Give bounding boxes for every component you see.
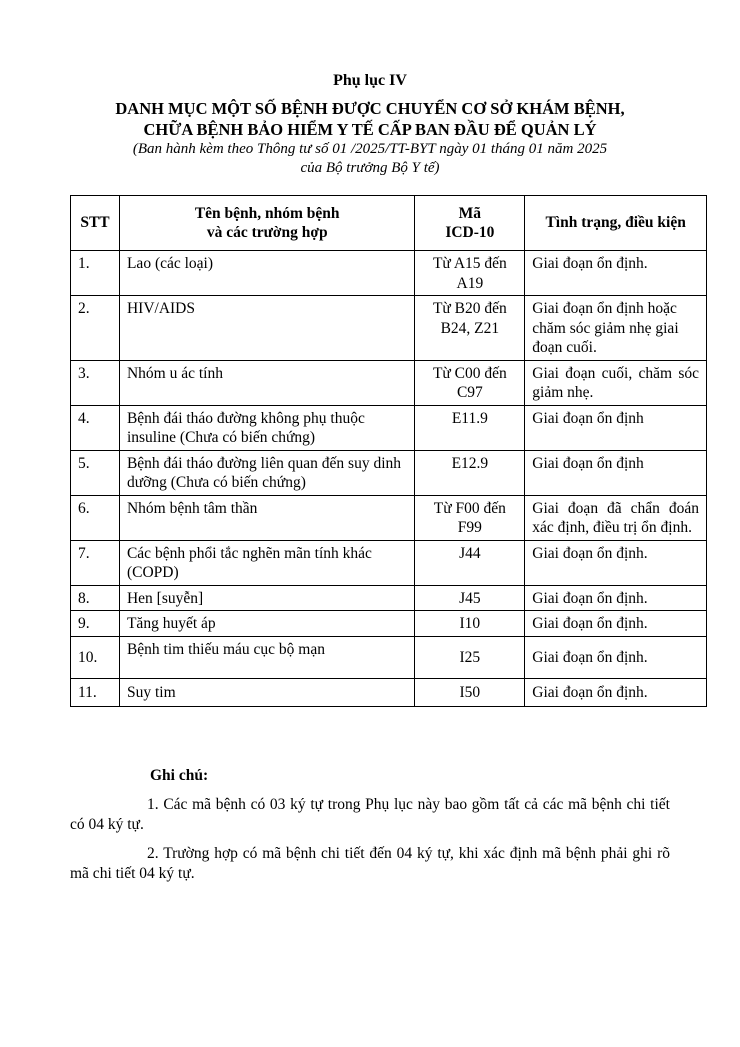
row-disease-name: Lao (các loại): [119, 251, 414, 296]
table-row: [71, 450, 707, 495]
row-icd-code: Từ A15 đến A19: [415, 251, 525, 296]
header-condition: Tình trạng, điều kiện: [525, 196, 707, 251]
title-line-1: DANH MỤC MỘT SỐ BỆNH ĐƯỢC CHUYỂN CƠ SỞ KHÁM BỆNH,: [115, 99, 625, 118]
table-header-row: [71, 196, 707, 251]
table-row: [71, 360, 707, 405]
row-icd-code: E12.9: [415, 450, 525, 495]
header-disease-name-line-1: Tên bệnh, nhóm bệnh: [194, 204, 340, 222]
header-icd-code: [415, 196, 525, 251]
table-row: [71, 495, 707, 540]
row-icd-code: I10: [415, 611, 525, 637]
row-icd-code: Từ F00 đến F99: [415, 495, 525, 540]
row-stt: 9.: [71, 611, 120, 637]
row-icd-code: I25: [415, 636, 525, 678]
table-row: [71, 405, 707, 450]
row-stt: 1.: [71, 251, 120, 296]
note-item: 2. Trường hợp có mã bệnh chi tiết đến 04 ký tự, khi xác định mã bệnh phải ghi rõ mã chi tiết 04 ký tự.: [70, 845, 670, 882]
header-disease-name-line-2: và các trường hợp: [206, 224, 328, 241]
row-condition: Giai đoạn ổn định.: [525, 611, 707, 637]
disease-table: [70, 195, 707, 707]
row-disease-name: Suy tim: [119, 678, 414, 706]
row-condition: Giai đoạn ổn định.: [525, 251, 707, 296]
subtitle-line-2: của Bộ trưởng Bộ Y tế): [300, 160, 440, 176]
row-disease-name: Bệnh tim thiếu máu cục bộ mạn: [119, 636, 414, 678]
row-condition: Giai đoạn ổn định: [525, 450, 707, 495]
row-disease-name: Các bệnh phổi tắc nghẽn mãn tính khác (COPD): [119, 540, 414, 585]
row-icd-code: J44: [415, 540, 525, 585]
table-row: [71, 678, 707, 706]
document-subtitle: [0, 140, 740, 178]
row-condition: Giai đoạn ổn định.: [525, 540, 707, 585]
header-disease-name: [119, 196, 414, 251]
row-condition: Giai đoạn cuối, chăm sóc giảm nhẹ.: [525, 360, 707, 405]
row-icd-code: J45: [415, 585, 525, 611]
row-disease-name: Bệnh đái tháo đường liên quan đến suy dinh dưỡng (Chưa có biến chứng): [119, 450, 414, 495]
row-condition: Giai đoạn đã chẩn đoán xác định, điều trị ổn định.: [525, 495, 707, 540]
row-disease-name: Hen [suyễn]: [119, 585, 414, 611]
row-condition: Giai đoạn ổn định.: [525, 636, 707, 678]
row-stt: 2.: [71, 296, 120, 361]
row-disease-name: HIV/AIDS: [119, 296, 414, 361]
table-row: [71, 585, 707, 611]
table-row: [71, 540, 707, 585]
header-icd-code-line-2: ICD-10: [445, 224, 495, 241]
row-disease-name: Bệnh đái tháo đường không phụ thuộc insuline (Chưa có biến chứng): [119, 405, 414, 450]
row-stt: 6.: [71, 495, 120, 540]
notes-title: Ghi chú:: [150, 767, 209, 784]
row-stt: 5.: [71, 450, 120, 495]
row-condition: Giai đoạn ổn định.: [525, 585, 707, 611]
row-stt: 4.: [71, 405, 120, 450]
row-stt: 7.: [71, 540, 120, 585]
header-icd-code-line-1: Mã: [458, 204, 482, 222]
row-disease-name: Tăng huyết áp: [119, 611, 414, 637]
row-icd-code: I50: [415, 678, 525, 706]
row-disease-name: Nhóm bệnh tâm thần: [119, 495, 414, 540]
document-title: [0, 98, 740, 140]
row-icd-code: Từ B20 đến B24, Z21: [415, 296, 525, 361]
table-row: [71, 251, 707, 296]
row-icd-code: Từ C00 đến C97: [415, 360, 525, 405]
header-stt: STT: [71, 196, 120, 251]
row-condition: Giai đoạn ổn định: [525, 405, 707, 450]
table-row: [71, 636, 707, 678]
subtitle-line-1: (Ban hành kèm theo Thông tư số 01 /2025/TT-BYT ngày 01 tháng 01 năm 2025: [132, 141, 608, 157]
row-condition: Giai đoạn ổn định hoặc chăm sóc giảm nhẹ giai đoạn cuối.: [525, 296, 707, 361]
row-stt: 10.: [71, 636, 120, 678]
appendix-label: Phụ lục IV: [333, 72, 407, 89]
row-stt: 3.: [71, 360, 120, 405]
row-disease-name: Nhóm u ác tính: [119, 360, 414, 405]
title-line-2: CHỮA BỆNH BẢO HIỂM Y TẾ CẤP BAN ĐẦU ĐỂ QUẢN LÝ: [143, 120, 597, 139]
note-item: 1. Các mã bệnh có 03 ký tự trong Phụ lục này bao gồm tất cả các mã bệnh chi tiết có 04 ký tự.: [70, 796, 670, 833]
row-stt: 11.: [71, 678, 120, 706]
table-row: [71, 296, 707, 361]
notes-section: [70, 766, 670, 893]
table-row: [71, 611, 707, 637]
row-icd-code: E11.9: [415, 405, 525, 450]
row-stt: 8.: [71, 585, 120, 611]
row-condition: Giai đoạn ổn định.: [525, 678, 707, 706]
